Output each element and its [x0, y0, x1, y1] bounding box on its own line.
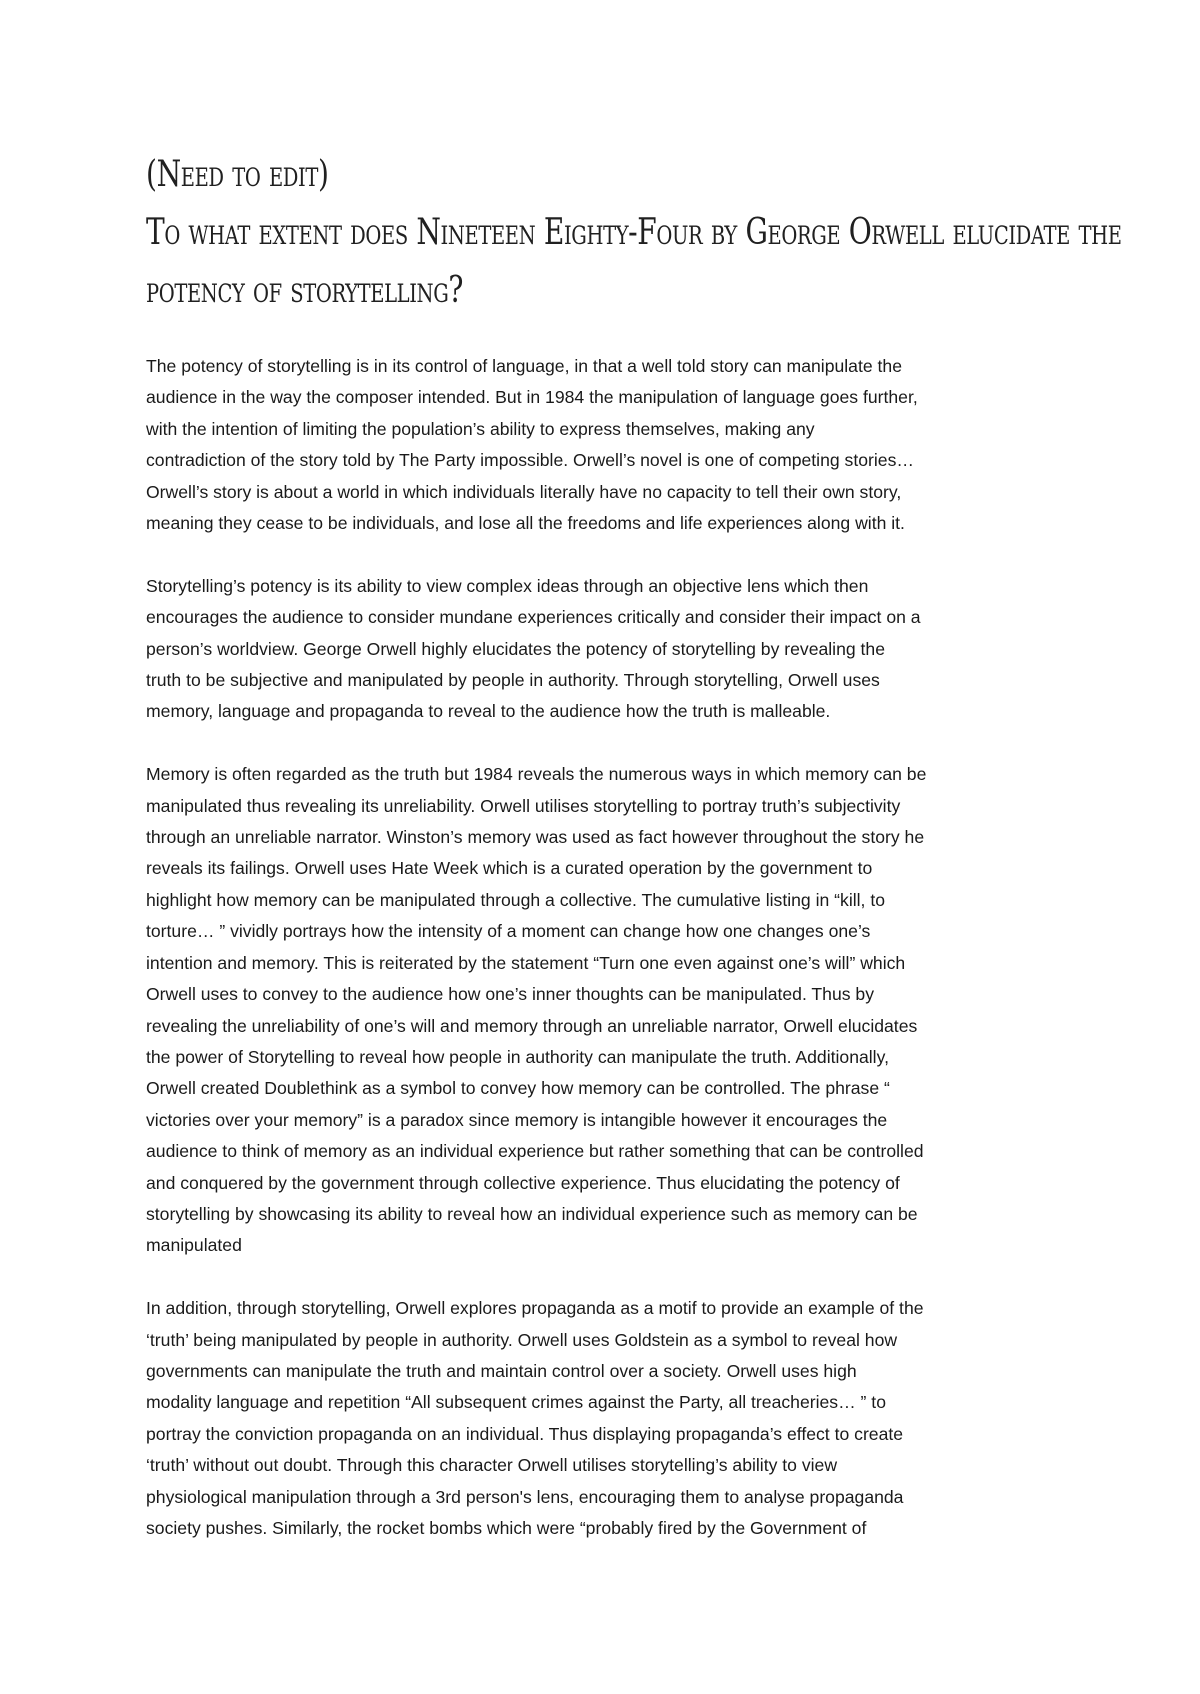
paragraph-line: the power of Storytelling to reveal how people in authority can manipulate the truth. Additionally,	[146, 1046, 889, 1067]
paragraph-line: In addition, through storytelling, Orwell explores propaganda as a motif to provide an example of the	[146, 1298, 924, 1319]
paragraph-line: ‘truth’ being manipulated by people in authority. Orwell uses Goldstein as a symbol to reveal how	[146, 1329, 898, 1350]
paragraph-line: The potency of storytelling is in its control of language, in that a well told story can manipulate the	[146, 356, 902, 376]
paragraph-line: storytelling by showcasing its ability to reveal how an individual experience such as memory can be	[146, 1203, 918, 1224]
paragraph-line: through an unreliable narrator. Winston’s memory was used as fact however throughout the story he	[146, 827, 925, 848]
paragraph-line: governments can manipulate the truth and maintain control over a society. Orwell uses high	[146, 1360, 857, 1381]
paragraph-4	[146, 1293, 1066, 1544]
paragraph-line: truth to be subjective and manipulated by people in authority. Through storytelling, Orwell uses	[146, 670, 880, 691]
paragraph-line: with the intention of limiting the population’s ability to express themselves, making any	[146, 418, 815, 439]
paragraph-line: intention and memory. This is reiterated by the statement “Turn one even against one’s will” which	[146, 952, 906, 973]
paragraph-line: physiological manipulation through a 3rd person's lens, encouraging them to analyse propaganda	[146, 1486, 904, 1507]
paragraph-line: encourages the audience to consider mundane experiences critically and consider their impact on a	[146, 607, 921, 628]
paragraph-2	[146, 571, 1066, 728]
paragraph-line: Orwell created Doublethink as a symbol to convey how memory can be controlled. The phrase “	[146, 1078, 890, 1099]
paragraph-line: revealing the unreliability of one’s will and memory through an unreliable narrator, Orwell elucidates	[146, 1015, 918, 1036]
paragraph-line: Orwell uses to convey to the audience how one’s inner thoughts can be manipulated. Thus by	[146, 984, 874, 1005]
paragraph-line: society pushes. Similarly, the rocket bombs which were “probably fired by the Government of	[146, 1517, 867, 1538]
paragraph-line: Orwell’s story is about a world in which individuals literally have no capacity to tell their own story,	[146, 481, 902, 502]
paragraph-line: torture… ” vividly portrays how the intensity of a moment can change how one changes one’s	[146, 921, 871, 942]
paragraph-1	[146, 351, 1066, 539]
paragraph-3	[146, 759, 1066, 1262]
title-question-line-2: potency of storytelling?	[146, 270, 464, 311]
paragraph-line: meaning they cease to be individuals, and lose all the freedoms and life experiences along with it.	[146, 513, 905, 534]
paragraph-line: ‘truth’ without out doubt. Through this character Orwell utilises storytelling’s ability to view	[146, 1455, 838, 1476]
paragraph-line: portray the conviction propaganda on an individual. Thus displaying propaganda’s effect to create	[146, 1423, 904, 1444]
paragraph-line: contradiction of the story told by The Party impossible. Orwell’s novel is one of competing stories…	[146, 450, 914, 471]
paragraph-line: reveals its failings. Orwell uses Hate Week which is a curated operation by the government to	[146, 858, 873, 879]
title-note: (Need to edit)	[146, 154, 329, 195]
paragraph-line: highlight how memory can be manipulated through a collective. The cumulative listing in “kill, to	[146, 889, 885, 910]
paragraph-line: manipulated thus revealing its unreliability. Orwell utilises storytelling to portray truth’s subjectivity	[146, 795, 901, 816]
document-body	[146, 351, 1066, 1576]
paragraph-line: victories over your memory” is a paradox since memory is intangible however it encourages the	[146, 1109, 888, 1130]
paragraph-line: person’s worldview. George Orwell highly elucidates the potency of storytelling by revealing the	[146, 638, 886, 659]
paragraph-line: Memory is often regarded as the truth but 1984 reveals the numerous ways in which memory can be	[146, 764, 927, 785]
paragraph-line: audience to think of memory as an individual experience but rather something that can be controlled	[146, 1141, 924, 1162]
title-question-line-1: To what extent does Nineteen Eighty-Four by George Orwell elucidate the	[146, 212, 1122, 253]
paragraph-line: and conquered by the government through collective experience. Thus elucidating the potency of	[146, 1172, 900, 1193]
paragraph-line: memory, language and propaganda to reveal to the audience how the truth is malleable.	[146, 701, 831, 722]
paragraph-line: Storytelling’s potency is its ability to view complex ideas through an objective lens which then	[146, 575, 869, 596]
paragraph-line: modality language and repetition “All subsequent crimes against the Party, all treacheries… ” to	[146, 1392, 886, 1413]
paragraph-line: manipulated	[146, 1235, 242, 1256]
paragraph-line: audience in the way the composer intended. But in 1984 the manipulation of language goes further,	[146, 387, 918, 408]
document-title	[146, 146, 1122, 320]
